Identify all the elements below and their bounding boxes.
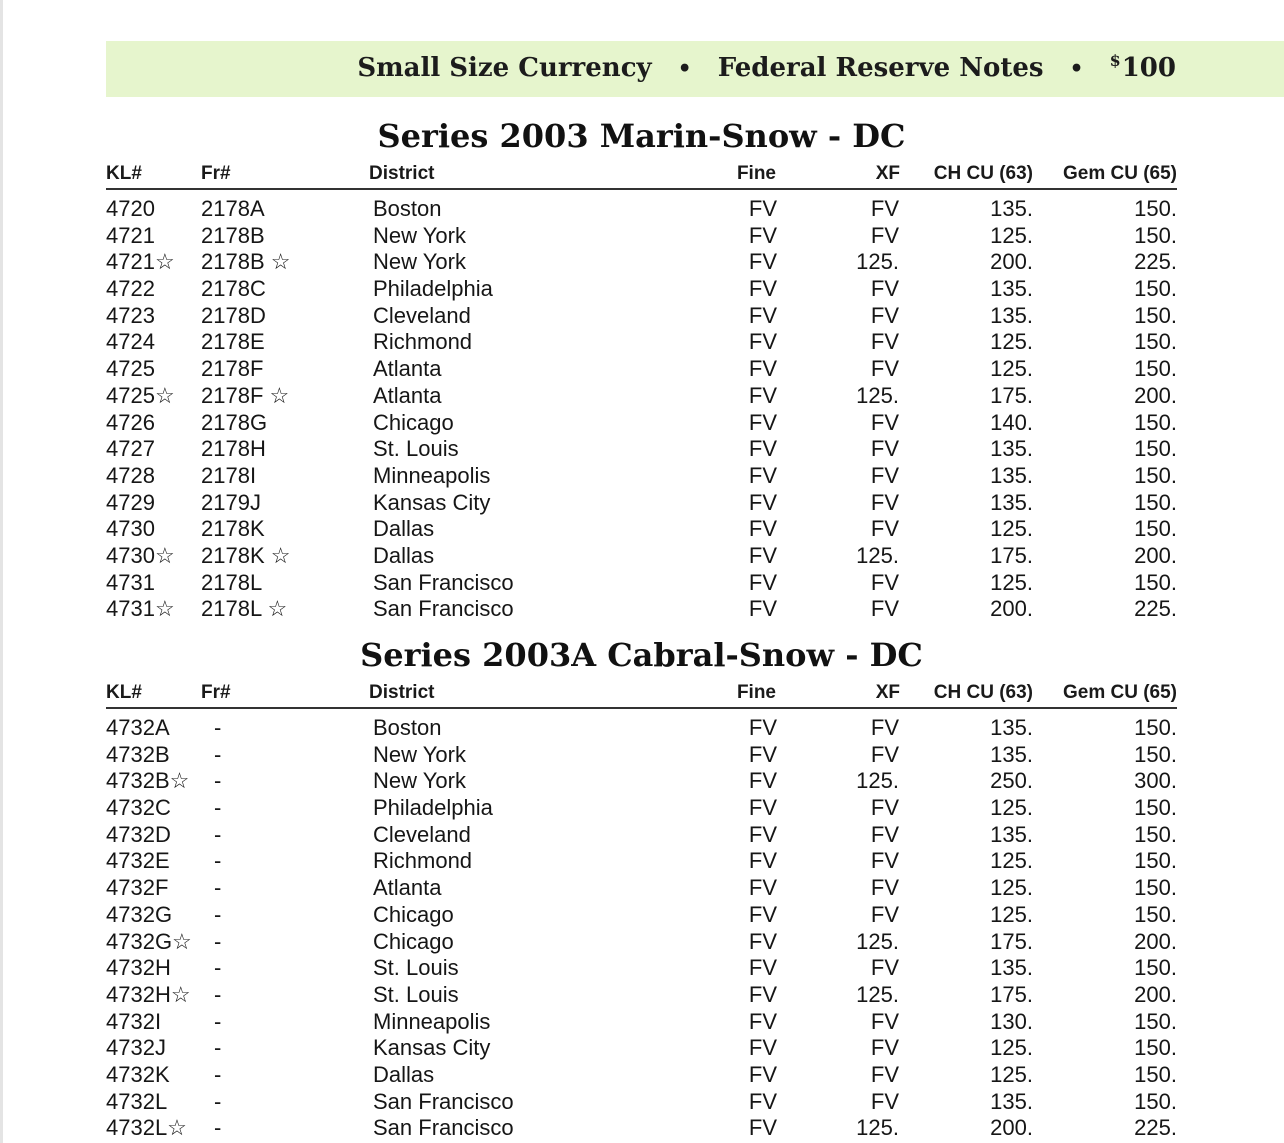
cell-gemcu: 150. [1134,901,1177,927]
table-body [106,715,1177,1142]
banner-part-2: Federal Reserve Notes [717,53,1044,83]
cell-xf: FV [870,356,899,382]
cell-district: New York [373,249,466,275]
cell-gemcu: 150. [1134,489,1177,515]
table-row [106,436,1177,463]
cell-kl: 4732L☆ [106,1115,187,1141]
cell-chcu: 135. [990,436,1033,462]
cell-chcu: 125. [990,1035,1033,1061]
cell-kl: 4732H [106,955,171,981]
col-fine: Fine [736,682,776,703]
cell-gemcu: 300. [1134,768,1177,794]
cell-fr: 2178F ☆ [201,382,290,408]
cell-fine: FV [748,875,777,901]
cell-gemcu: 150. [1134,1035,1177,1061]
cell-gemcu: 150. [1134,1088,1177,1114]
cell-kl: 4732F [106,875,169,901]
cell-chcu: 140. [990,409,1033,435]
cell-fine: FV [748,382,777,408]
cell-fine: FV [748,596,777,622]
cell-fr: - [214,795,222,821]
cell-gemcu: 150. [1134,276,1177,302]
cell-district: New York [373,768,466,794]
table-row [106,768,1177,795]
cell-fr: 2179J [201,489,261,515]
cell-kl: 4727 [106,436,155,462]
cell-kl: 4732A [106,715,170,740]
cell-fr: 2178E [201,329,265,355]
cell-fine: FV [748,569,777,595]
cell-xf: 125. [856,382,899,408]
cell-gemcu: 150. [1134,875,1177,901]
col-fr: Fr# [201,163,231,184]
cell-chcu: 125. [990,356,1033,382]
table-row [106,249,1177,276]
cell-fine: FV [748,1061,777,1087]
cell-chcu: 200. [990,1115,1033,1141]
cell-district: Atlanta [373,875,442,901]
cell-district: San Francisco [373,569,514,595]
cell-chcu: 135. [990,955,1033,981]
cell-chcu: 135. [990,276,1033,302]
cell-xf: FV [870,795,899,821]
cell-gemcu: 200. [1134,382,1177,408]
cell-district: Chicago [373,901,454,927]
cell-fr: - [214,1115,222,1141]
cell-fine: FV [748,821,777,847]
cell-fr: - [214,848,222,874]
cell-fr: - [214,928,222,954]
cell-xf: FV [870,276,899,302]
table-row [106,276,1177,303]
cell-kl: 4732J [106,1035,166,1061]
cell-fr: - [214,955,222,981]
table-row [106,875,1177,902]
cell-kl: 4732E [106,848,170,874]
cell-district: New York [373,222,466,248]
cell-chcu: 125. [990,1061,1033,1087]
cell-fine: FV [748,928,777,954]
col-gemcu: Gem CU (65) [1062,163,1177,184]
cell-kl: 4732I [106,1008,162,1034]
currency-symbol: $ [1109,51,1121,70]
cell-kl: 4732D [106,821,171,847]
cell-fr: 2178D [201,302,266,328]
cell-kl: 4732B☆ [106,768,190,794]
cell-chcu: 135. [990,302,1033,328]
cell-fr: - [214,715,222,740]
cell-fine: FV [748,848,777,874]
cell-district: Kansas City [373,1035,491,1061]
table-row [106,410,1177,437]
cell-xf: 125. [856,768,899,794]
table-row [106,543,1177,570]
page-edge [0,0,3,1143]
cell-fr: - [214,741,222,767]
cell-chcu: 200. [990,596,1033,622]
cell-kl: 4720 [106,196,155,221]
cell-chcu: 135. [990,741,1033,767]
section-title: Series 2003A Cabral-Snow - DC [360,636,923,674]
cell-district: St. Louis [373,981,459,1007]
cell-district: Cleveland [373,302,471,328]
cell-gemcu: 150. [1134,848,1177,874]
table-row [106,955,1177,982]
cell-fr: 2178G [201,409,268,435]
denomination-value: 100 [1121,53,1176,83]
cell-fine: FV [748,489,777,515]
cell-chcu: 125. [990,875,1033,901]
bullet-separator: • [1069,56,1084,82]
cell-kl: 4728 [106,462,155,488]
cell-district: Cleveland [373,821,471,847]
cell-chcu: 135. [990,821,1033,847]
cell-xf: FV [870,516,899,542]
cell-fine: FV [748,356,777,382]
table-row [106,742,1177,769]
cell-xf: FV [870,1061,899,1087]
cell-gemcu: 200. [1134,928,1177,954]
cell-district: Minneapolis [373,1008,491,1034]
cell-fine: FV [748,981,777,1007]
cell-gemcu: 150. [1134,356,1177,382]
table-row [106,1089,1177,1116]
cell-xf: FV [870,409,899,435]
cell-xf: FV [870,715,899,740]
cell-fine: FV [748,409,777,435]
table-row [106,329,1177,356]
table-row [106,848,1177,875]
col-xf: XF [875,682,900,703]
cell-fr: 2178B [201,222,265,248]
cell-kl: 4721☆ [106,249,175,275]
col-district: District [369,163,435,184]
col-district: District [369,682,435,703]
table-row [106,715,1177,742]
cell-fine: FV [748,1088,777,1114]
cell-kl: 4730 [106,516,155,542]
cell-fine: FV [748,516,777,542]
cell-gemcu: 200. [1134,981,1177,1007]
cell-fine: FV [748,1008,777,1034]
cell-fine: FV [748,436,777,462]
cell-kl: 4732B [106,741,170,767]
cell-gemcu: 150. [1134,196,1177,221]
col-kl: KL# [106,682,142,703]
cell-xf: FV [870,196,899,221]
cell-gemcu: 150. [1134,409,1177,435]
cell-fine: FV [748,302,777,328]
cell-fr: - [214,1035,222,1061]
price-table [106,681,1177,1142]
cell-xf: 125. [856,981,899,1007]
cell-fine: FV [748,276,777,302]
cell-xf: FV [870,329,899,355]
banner-part-1: Small Size Currency [357,53,652,83]
table-row [106,982,1177,1009]
denomination [1110,53,1176,83]
cell-fr: 2178L [201,569,263,595]
cell-fr: 2178K [201,516,265,542]
cell-gemcu: 150. [1134,1008,1177,1034]
table-body [106,196,1177,623]
table-row [106,570,1177,597]
cell-kl: 4732H☆ [106,981,191,1007]
cell-chcu: 175. [990,981,1033,1007]
cell-district: Philadelphia [373,795,493,821]
table-row [106,223,1177,250]
cell-kl: 4732C [106,795,171,821]
cell-chcu: 125. [990,901,1033,927]
cell-xf: 125. [856,249,899,275]
cell-fine: FV [748,1035,777,1061]
table-row [106,596,1177,623]
cell-district: Chicago [373,409,454,435]
cell-gemcu: 150. [1134,569,1177,595]
cell-chcu: 135. [990,462,1033,488]
cell-district: Richmond [373,848,473,874]
cell-xf: FV [870,436,899,462]
cell-fr: 2178K ☆ [201,542,291,568]
cell-chcu: 125. [990,516,1033,542]
cell-chcu: 200. [990,249,1033,275]
cell-fine: FV [748,768,777,794]
cell-gemcu: 225. [1134,249,1177,275]
cell-fine: FV [748,542,777,568]
table-row [106,929,1177,956]
cell-district: San Francisco [373,596,514,622]
cell-fr: - [214,981,222,1007]
cell-xf: 125. [856,928,899,954]
table-header [106,681,1177,709]
cell-district: San Francisco [373,1115,514,1141]
cell-xf: 125. [856,1115,899,1141]
cell-gemcu: 150. [1134,795,1177,821]
table-row [106,1115,1177,1142]
cell-fr: 2178F [201,356,264,382]
col-kl: KL# [106,163,142,184]
cell-fr: 2178A [201,196,265,221]
cell-fr: - [214,768,222,794]
cell-chcu: 135. [990,715,1033,740]
cell-fine: FV [748,901,777,927]
cell-xf: FV [870,955,899,981]
cell-kl: 4725 [106,356,155,382]
cell-gemcu: 150. [1134,715,1177,740]
cell-xf: FV [870,462,899,488]
cell-xf: FV [870,1035,899,1061]
cell-district: San Francisco [373,1088,514,1114]
cell-chcu: 125. [990,795,1033,821]
cell-kl: 4731☆ [106,596,175,622]
cell-district: Atlanta [373,356,442,382]
cell-gemcu: 150. [1134,302,1177,328]
cell-fine: FV [748,222,777,248]
cell-fr: 2178L ☆ [201,596,288,622]
cell-gemcu: 150. [1134,821,1177,847]
table-row [106,356,1177,383]
table-row [106,516,1177,543]
col-chcu: CH CU (63) [933,682,1033,703]
cell-fine: FV [748,1115,777,1141]
cell-fr: - [214,821,222,847]
cell-kl: 4732G☆ [106,928,192,954]
cell-kl: 4722 [106,276,155,302]
cell-chcu: 125. [990,329,1033,355]
cell-fine: FV [748,249,777,275]
table-row [106,795,1177,822]
cell-chcu: 175. [990,928,1033,954]
cell-xf: FV [870,901,899,927]
cell-district: Chicago [373,928,454,954]
price-table [106,162,1177,623]
cell-gemcu: 150. [1134,436,1177,462]
cell-xf: FV [870,302,899,328]
cell-fr: - [214,1061,222,1087]
cell-district: Boston [373,196,442,221]
cell-district: Richmond [373,329,473,355]
cell-district: Dallas [373,542,435,568]
cell-kl: 4730☆ [106,542,175,568]
cell-xf: FV [870,222,899,248]
cell-chcu: 135. [990,489,1033,515]
cell-district: Dallas [373,1061,435,1087]
table-row [106,490,1177,517]
cell-chcu: 125. [990,222,1033,248]
cell-fr: - [214,901,222,927]
cell-chcu: 135. [990,196,1033,221]
cell-kl: 4725☆ [106,382,175,408]
cell-fine: FV [748,329,777,355]
cell-kl: 4729 [106,489,155,515]
col-gemcu: Gem CU (65) [1062,682,1177,703]
cell-xf: FV [870,596,899,622]
cell-kl: 4724 [106,329,155,355]
cell-district: St. Louis [373,436,459,462]
cell-chcu: 175. [990,542,1033,568]
cell-chcu: 130. [990,1008,1033,1034]
cell-kl: 4731 [106,569,155,595]
cell-fr: 2178B ☆ [201,249,291,275]
cell-fine: FV [748,196,777,221]
cell-fr: 2178H [201,436,266,462]
banner-title [357,51,1176,83]
cell-gemcu: 225. [1134,1115,1177,1141]
col-fr: Fr# [201,682,231,703]
cell-fr: - [214,1008,222,1034]
cell-fr: 2178C [201,276,266,302]
cell-xf: FV [870,875,899,901]
cell-chcu: 135. [990,1088,1033,1114]
cell-xf: FV [870,1088,899,1114]
cell-xf: FV [870,821,899,847]
cell-district: St. Louis [373,955,459,981]
cell-gemcu: 150. [1134,222,1177,248]
cell-fine: FV [748,715,777,740]
cell-xf: 125. [856,542,899,568]
cell-xf: FV [870,569,899,595]
cell-fine: FV [748,741,777,767]
cell-district: Boston [373,715,442,740]
cell-district: New York [373,741,466,767]
cell-xf: FV [870,741,899,767]
cell-gemcu: 150. [1134,955,1177,981]
table-row [106,463,1177,490]
table-row [106,1009,1177,1036]
cell-fr: - [214,875,222,901]
cell-kl: 4723 [106,302,155,328]
table-row [106,196,1177,223]
cell-fine: FV [748,955,777,981]
cell-chcu: 125. [990,848,1033,874]
table-row [106,303,1177,330]
cell-gemcu: 150. [1134,329,1177,355]
cell-gemcu: 200. [1134,542,1177,568]
cell-xf: FV [870,1008,899,1034]
table-row [106,902,1177,929]
col-xf: XF [875,163,900,184]
cell-fine: FV [748,462,777,488]
cell-district: Minneapolis [373,462,491,488]
cell-xf: FV [870,848,899,874]
cell-xf: FV [870,489,899,515]
cell-kl: 4726 [106,409,155,435]
cell-chcu: 250. [990,768,1033,794]
cell-fr: - [214,1088,222,1114]
cell-gemcu: 150. [1134,516,1177,542]
cell-district: Kansas City [373,489,491,515]
col-chcu: CH CU (63) [933,163,1033,184]
table-row [106,822,1177,849]
cell-fine: FV [748,795,777,821]
cell-gemcu: 150. [1134,462,1177,488]
bullet-separator: • [677,56,692,82]
table-row [106,1035,1177,1062]
cell-fr: 2178I [201,462,257,488]
table-row [106,1062,1177,1089]
col-fine: Fine [736,163,776,184]
cell-kl: 4732L [106,1088,168,1114]
cell-district: Dallas [373,516,435,542]
section-title: Series 2003 Marin-Snow - DC [377,117,906,155]
cell-gemcu: 225. [1134,596,1177,622]
cell-gemcu: 150. [1134,1061,1177,1087]
cell-kl: 4721 [106,222,155,248]
table-row [106,383,1177,410]
cell-chcu: 175. [990,382,1033,408]
cell-kl: 4732G [106,901,173,927]
cell-kl: 4732K [106,1061,170,1087]
table-header [106,162,1177,190]
header-banner [106,41,1284,97]
cell-district: Philadelphia [373,276,493,302]
cell-gemcu: 150. [1134,741,1177,767]
cell-district: Atlanta [373,382,442,408]
cell-chcu: 125. [990,569,1033,595]
